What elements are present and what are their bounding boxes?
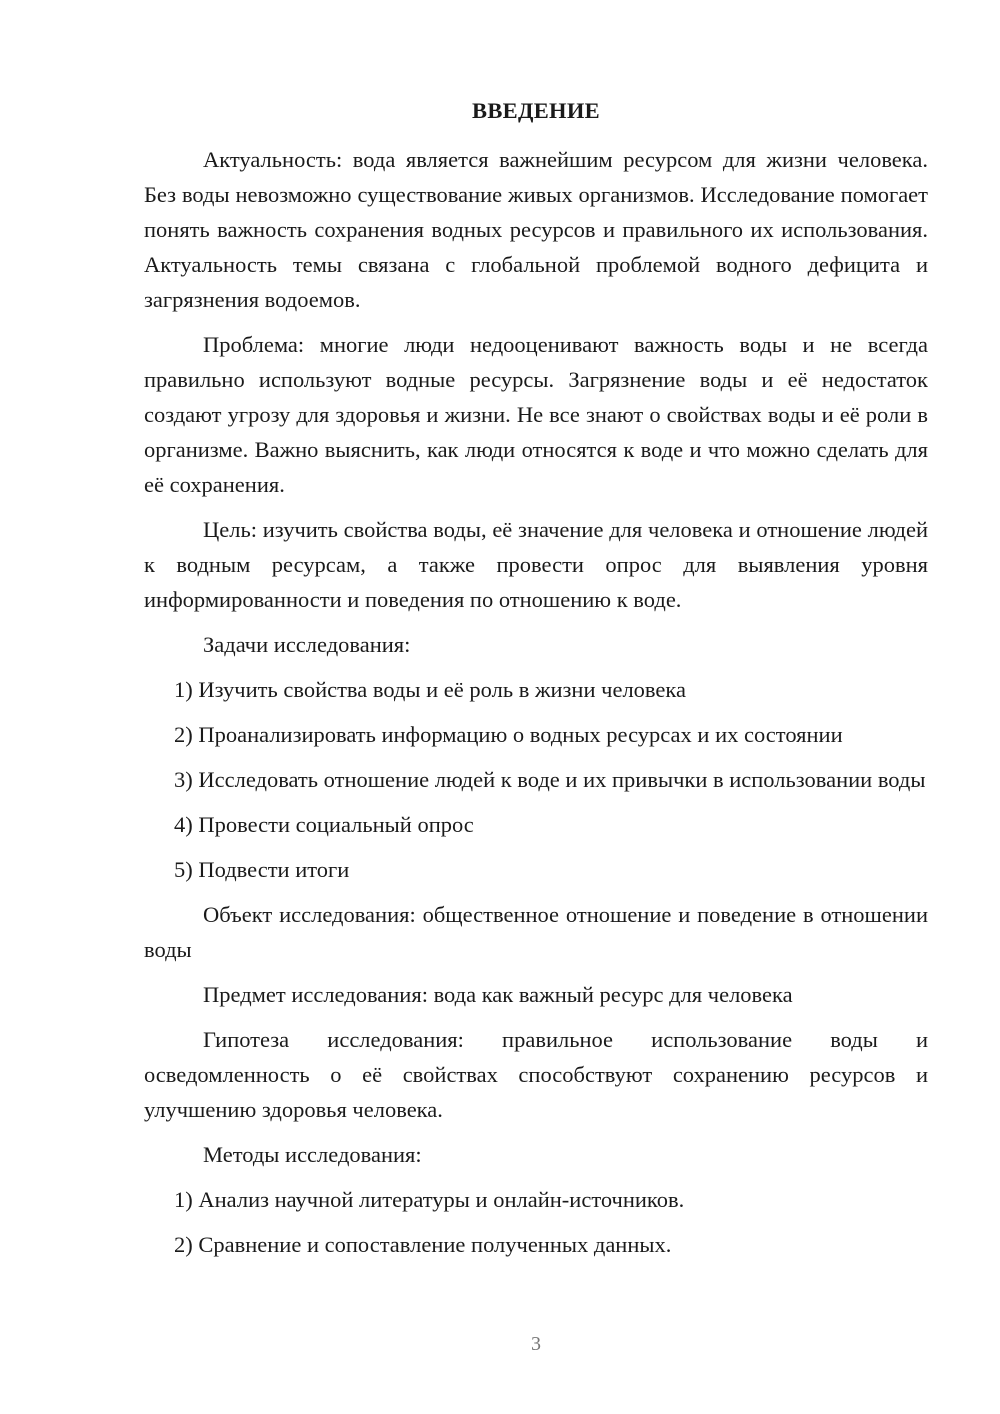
methods-heading: Методы исследования:	[203, 1142, 422, 1167]
page-content	[144, 96, 928, 1262]
task-item: 4) Провести социальный опрос	[174, 812, 474, 837]
hypothesis-paragraph: Гипотеза исследования: правильное использование воды и осведомленность о её свойствах способствуют сохранению ресурсов и улучшению здоровья человека.	[144, 1027, 928, 1122]
problem-paragraph: Проблема: многие люди недооценивают важность воды и не всегда правильно используют водные ресурсы. Загрязнение воды и её недостаток создают угрозу для здоровья и жизни. Не все знают о свойствах воды и её роли в организме. Важно выяснить, как люди относятся к воде и что можно сделать для её сохранения.	[144, 332, 928, 497]
task-item: 3) Исследовать отношение людей к воде и их привычки в использовании воды	[174, 767, 926, 792]
section-title: ВВЕДЕНИЕ	[472, 98, 600, 123]
page-number: 3	[531, 1333, 541, 1355]
object-paragraph: Объект исследования: общественное отношение и поведение в отношении воды	[144, 902, 928, 962]
task-item: 5) Подвести итоги	[174, 857, 350, 882]
method-item: 1) Анализ научной литературы и онлайн-источников.	[174, 1187, 685, 1212]
method-item: 2) Сравнение и сопоставление полученных данных.	[174, 1232, 672, 1257]
task-item: 1) Изучить свойства воды и её роль в жизни человека	[174, 677, 686, 702]
tasks-heading: Задачи исследования:	[203, 632, 411, 657]
relevance-paragraph: Актуальность: вода является важнейшим ресурсом для жизни человека. Без воды невозможно существование живых организмов. Исследование помогает понять важность сохранения водных ресурсов и правильного их использования. Актуальность темы связана с глобальной проблемой водного дефицита и загрязнения водоемов.	[144, 147, 928, 312]
goal-paragraph: Цель: изучить свойства воды, её значение для человека и отношение людей к водным ресурсам, а также провести опрос для выявления уровня информированности и поведения по отношению к воде.	[144, 517, 928, 612]
task-item: 2) Проанализировать информацию о водных ресурсах и их состоянии	[174, 722, 843, 747]
subject-paragraph: Предмет исследования: вода как важный ресурс для человека	[203, 982, 793, 1007]
